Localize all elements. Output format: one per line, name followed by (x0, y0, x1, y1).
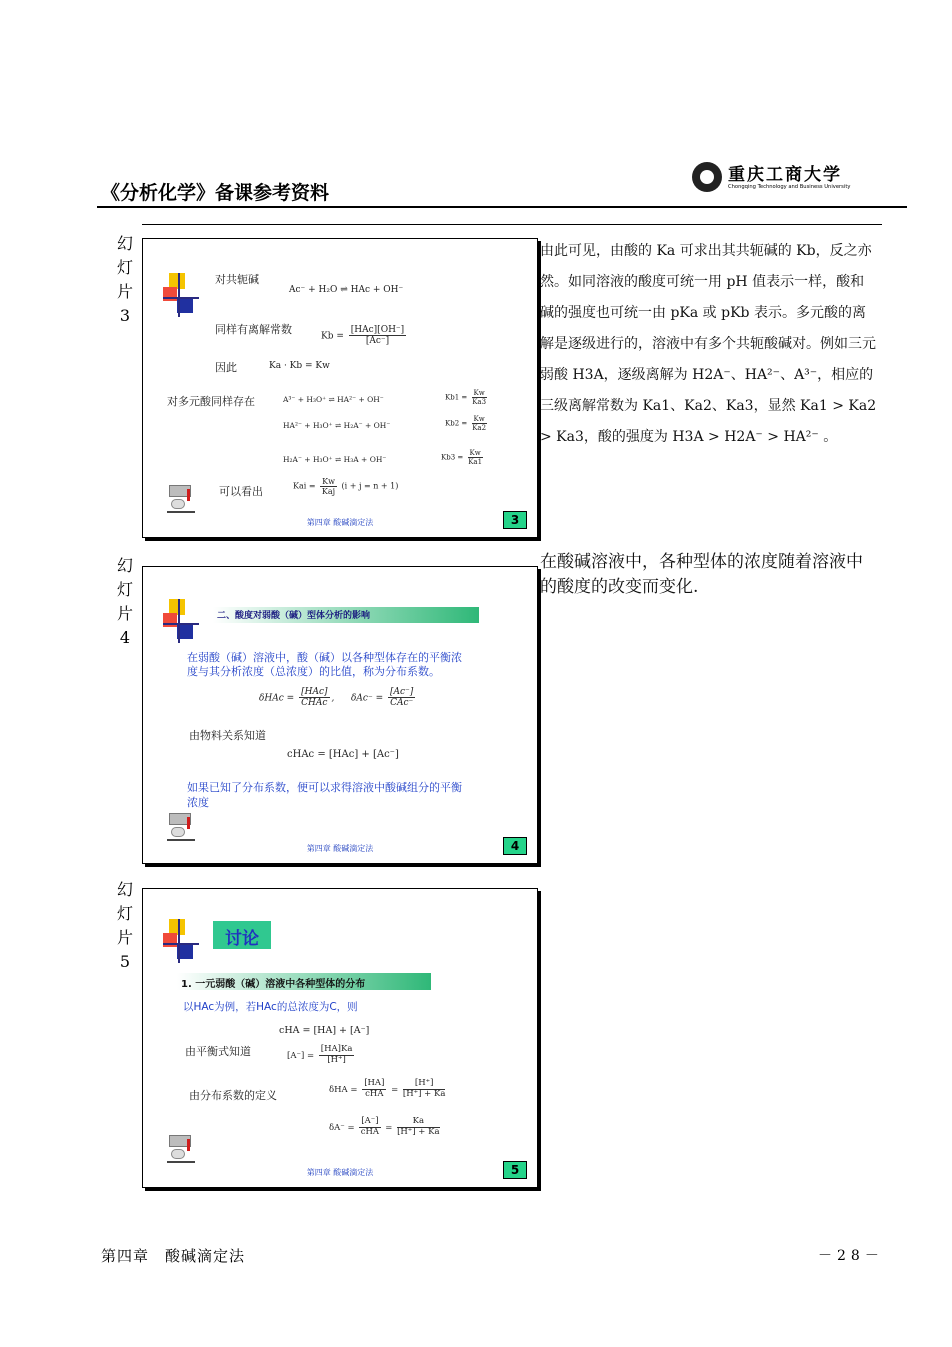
slide-4-banner (213, 607, 479, 623)
slide-label-char: 3 (119, 306, 131, 325)
logo-chinese-name: 重庆工商大学 (728, 165, 842, 185)
slide-3 (142, 238, 538, 538)
see-label: 可以看出 (219, 485, 263, 498)
slide-number-badge: 3 (503, 511, 527, 529)
lab-equipment-icon (165, 485, 197, 517)
polyprotic-equation-3: H₂A⁻ + H₃O⁺ ⇌ H₃A + OH⁻ (283, 455, 387, 464)
same-dissociation-label: 同样有离解常数 (215, 323, 292, 336)
delta-ac-equation: δAc⁻ = $\frac{[Ac^-]}{\text{CAc⁻}}$ (351, 687, 414, 709)
logo-english-name: Chongqing Technology and Business University (728, 184, 851, 190)
slide-corner-decoration-icon (163, 919, 199, 963)
kb3-equation: Kb3 = $\frac{Kw}{Ka1}$ (441, 449, 483, 467)
slide-label-char: 片 (116, 928, 133, 947)
conclusion-line-1: 如果已知了分布系数，便可以求得溶液中酸碱组分的平衡 (187, 781, 462, 794)
document-title: 《分析化学》备课参考资料 (101, 182, 330, 204)
page-number: －28－ (818, 1248, 884, 1264)
hac-example-text: 以HAc为例，若HAc的总浓度为C，则 (183, 1001, 358, 1013)
delta-a-equation: δA⁻ = $\frac{[A^-]}{\text{cHA}}$ = $\frac{Ka}{[H^+] + Ka}$ (329, 1116, 440, 1137)
slide-label-char: 4 (119, 628, 131, 647)
kb-equation: Kb = $\frac{\text{[HAc][OH⁻]}}{[Ac^-]}$ (321, 325, 405, 347)
delta-ha-equation: δHA = $\frac{[HA]}{\text{cHA}}$ = $\frac{[H^+]}{[H^+] + Ka}$ (329, 1078, 446, 1099)
c-ha-equation: cHA = [HA] + [A⁻] (279, 1025, 370, 1036)
slide-label-char: 幻 (116, 556, 133, 575)
header-divider (97, 206, 907, 208)
kai-equation: Kai = $\frac{Kw}{\text{Kaj}}$ (i + j = n + 1) (293, 477, 399, 497)
slide-label-char: 片 (116, 282, 133, 301)
conj-base-equation: Ac⁻ + H₂O ⇌ HAc + OH⁻ (289, 285, 404, 295)
page-footer-chapter: 第四章 酸碱滴定法 (101, 1247, 246, 1265)
conclusion-line-2: 浓度 (187, 796, 209, 809)
slide-label-char: 灯 (116, 904, 133, 923)
kb2-equation: Kb2 = $\frac{Kw}{Ka2}$ (445, 415, 487, 433)
delta-hac-equation: δHAc = $\frac{\text{[HAc]}}{\text{CHAc}}$ , (259, 687, 335, 709)
slide-label-char: 灯 (116, 580, 133, 599)
material-balance-equation: cHAc = [HAc] + [Ac⁻] (287, 749, 399, 760)
banner-text: 1. 一元弱酸（碱）溶液中各种型体的分布 (181, 979, 366, 990)
equilibrium-label: 由平衡式知道 (185, 1045, 251, 1058)
slide-footer: 第四章 酸碱滴定法 (306, 844, 374, 853)
slide-footer: 第四章 酸碱滴定法 (306, 1168, 374, 1177)
slide-label-char: 幻 (116, 234, 133, 253)
a-minus-equation: [A⁻] = $\frac{[HA]Ka}{[H^+]}$ (287, 1044, 353, 1065)
slide-4-description: 在酸碱溶液中，各种型体的浓度随着溶液中的酸度的改变而变化. (540, 552, 863, 597)
distribution-definition-line-2: 度与其分析浓度（总浓度）的比值，称为分布系数。 (187, 665, 440, 678)
slide-label-char: 幻 (116, 880, 133, 899)
definition-label: 由分布系数的定义 (189, 1089, 277, 1102)
slide-label-char: 灯 (116, 258, 133, 277)
lab-equipment-icon (165, 1135, 197, 1167)
banner-text: 二、酸度对弱酸（碱）型体分析的影响 (217, 611, 371, 621)
slide-footer: 第四章 酸碱滴定法 (306, 518, 374, 527)
slide-label-char: 5 (119, 952, 131, 971)
slide-corner-decoration-icon (163, 273, 199, 317)
slide-label-3 (116, 232, 134, 328)
discussion-heading: 讨论 (225, 929, 259, 949)
slide-5 (142, 888, 538, 1188)
slide-corner-decoration-icon (163, 599, 199, 643)
conj-base-label: 对共轭碱 (215, 273, 259, 286)
polyprotic-equation-1: A³⁻ + H₃O⁺ ⇌ HA²⁻ + OH⁻ (283, 395, 384, 404)
slide-5-banner (177, 973, 431, 990)
slide-number-badge: 4 (503, 837, 527, 855)
slide-label-5 (116, 878, 134, 974)
lab-equipment-icon (165, 813, 197, 845)
slide-number-badge: 5 (503, 1161, 527, 1179)
slide-label-char: 片 (116, 604, 133, 623)
distribution-definition-line-1: 在弱酸（碱）溶液中，酸（碱）以各种型体存在的平衡浓 (187, 651, 462, 664)
polyprotic-equation-2: HA²⁻ + H₃O⁺ ⇌ H₂A⁻ + OH⁻ (283, 421, 391, 430)
university-logo (692, 160, 862, 198)
polyprotic-label: 对多元酸同样存在 (167, 395, 255, 408)
university-emblem-icon (692, 162, 722, 192)
kb1-equation: Kb1 = $\frac{Kw}{Ka3}$ (445, 389, 487, 407)
ka-kb-equation: Ka · Kb = Kw (269, 361, 330, 371)
content-divider (142, 224, 882, 225)
slide-label-4 (116, 554, 134, 650)
slide-4 (142, 566, 538, 864)
slide-3-description: 由此可见，由酸的 Ka 可求出其共轭碱的 Kb，反之亦然。如同溶液的酸度可统一用 pH 值表示一样，酸和碱的强度也可统一由 pKa 或 pKb 表示。多元酸的离解是逐级进行的，溶液中有多个共轭酸碱对。例如三元弱酸 H3A，逐级离解为 H2A⁻、HA²⁻、A³⁻，相应的三级离解常数为 Ka1、Ka2、Ka3，显然 Ka1 > Ka2 > Ka3，酸的强度为 H3A > H2A⁻ > HA²⁻ 。 (540, 243, 877, 445)
material-balance-label: 由物料关系知道 (189, 729, 266, 742)
therefore-label: 因此 (215, 361, 237, 374)
discussion-heading-box (213, 921, 271, 949)
